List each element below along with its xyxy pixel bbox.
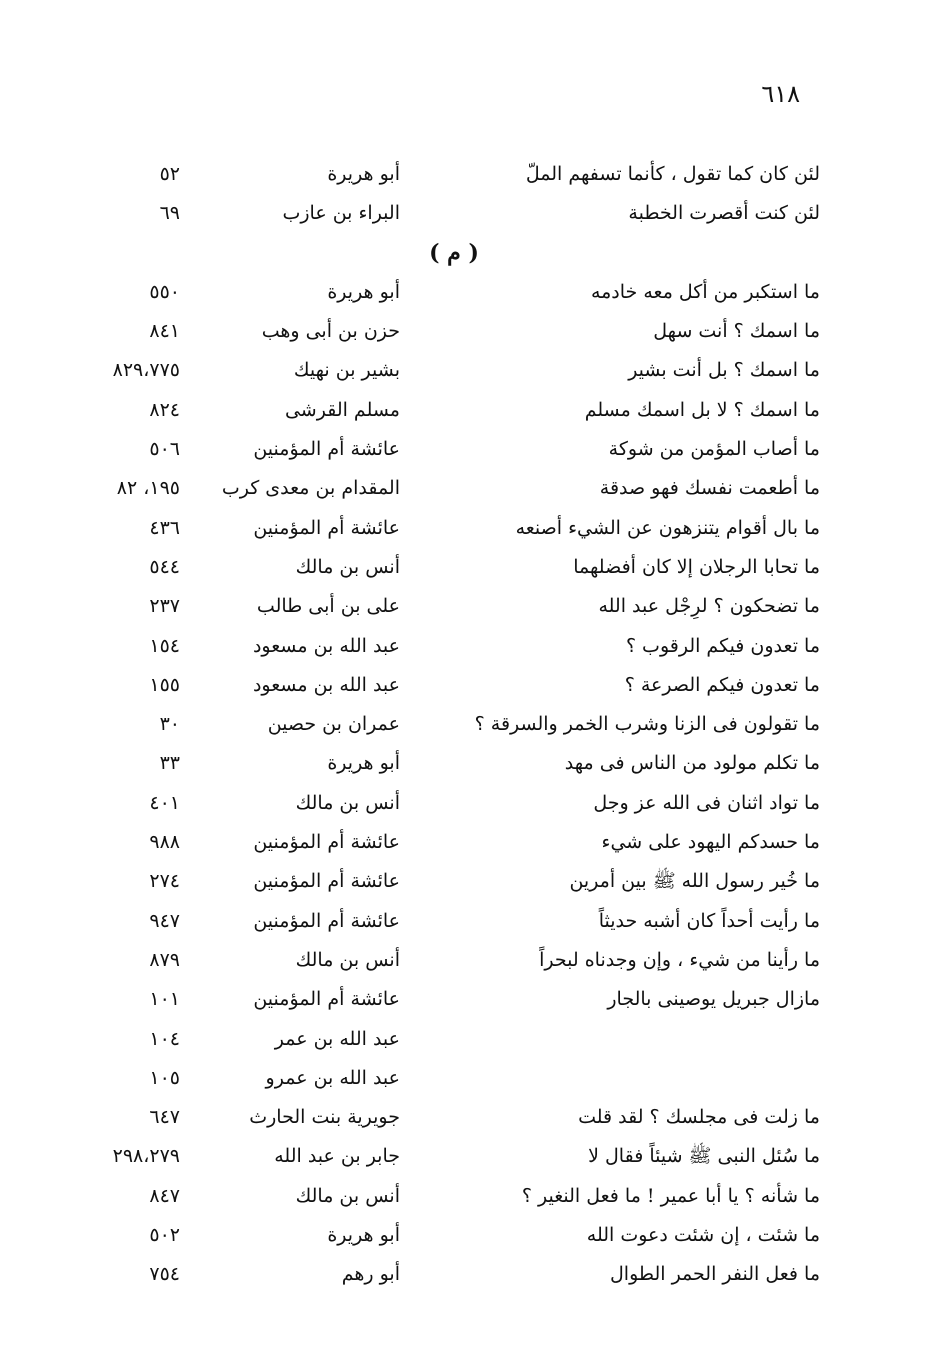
narrator-name: جويرية بنت الحارث (249, 1106, 400, 1129)
page-reference: ٥٢ (159, 163, 180, 185)
index-entry-row (60, 941, 820, 980)
hadith-text: ما أصاب المؤمن من شوكة (608, 438, 820, 461)
narrator-name: المقدام بن معدى كرب (221, 477, 400, 500)
page-reference: ١٠١ (149, 988, 180, 1011)
hadith-text: ما أطعمت نفسك فهو صدقة (599, 477, 820, 500)
hadith-text: ما رأينا من شيء ، وإن وجدناه لبحراً (539, 948, 820, 971)
section-header-row (60, 234, 820, 273)
index-entry-row (60, 1216, 820, 1255)
narrator-name: عائشة أم المؤمنين (253, 988, 400, 1011)
narrator-name: جابر بن عبد الله (274, 1145, 400, 1168)
index-entry-row (60, 469, 820, 508)
narrator-name: عبد الله بن عمر (274, 1027, 400, 1050)
hadith-text: ما اسمك ؟ بل أنت بشير (628, 359, 820, 382)
section-letter-heading: ( م ) (429, 239, 479, 266)
hadith-text: ما استكبر من أكل معه خادمه (590, 280, 820, 303)
narrator-name: حزن بن أبى وهب (261, 320, 400, 343)
narrator-name: عائشة أم المؤمنين (253, 831, 400, 854)
index-entry-row (60, 666, 820, 705)
page-reference: ٤٣٦ (149, 516, 180, 539)
hadith-text: ما تعدون فيكم الرقوب ؟ (625, 634, 820, 657)
hadith-text: ما زلت فى مجلسك ؟ لقد قلت (578, 1106, 820, 1129)
page-reference: ٢٣٧ (149, 595, 180, 618)
page-reference: ٦٤٧ (149, 1106, 180, 1129)
hadith-text: لئن كان كما تقول ، كأنما تسفهم الملّ (525, 163, 820, 185)
index-entry-row (60, 194, 820, 233)
page-reference: ٦٩ (159, 202, 180, 225)
hadith-text (440, 1059, 820, 1098)
page-reference: ٨٤٧ (149, 1184, 180, 1207)
page-reference: ٩٤٧ (149, 909, 180, 932)
narrator-name: أبو هريرة (327, 163, 400, 185)
hadith-text: ما تضحكون ؟ لرِجْل عبد الله (598, 595, 820, 618)
index-entry-row (60, 312, 820, 351)
index-entry-row (60, 1255, 820, 1294)
page-reference: ٨٧٩ (149, 948, 180, 971)
index-entry-row (60, 902, 820, 941)
index-entry-row (60, 862, 820, 901)
narrator-name: عبد الله بن مسعود (252, 634, 400, 657)
page-reference: ٩٨٨ (149, 831, 180, 854)
hadith-text: ما فعل النفر الحمر الطوال (609, 1263, 820, 1286)
hadith-text: ما شئت ، إن شئت دعوت الله (586, 1224, 820, 1247)
page-reference: ٥٥٠ (149, 280, 180, 303)
narrator-name: عائشة أم المؤمنين (253, 870, 400, 893)
hadith-text: ما تكلم مولود من الناس فى مهد (564, 752, 820, 775)
page-reference: ٥٠٦ (149, 438, 180, 461)
hadith-text (440, 1020, 820, 1059)
page-reference: ٨٢٤ (149, 398, 180, 421)
index-entry-row (60, 509, 820, 548)
index-entry-row (60, 351, 820, 390)
hadith-text: ما تقولون فى الزنا وشرب الخمر والسرقة ؟ (474, 713, 820, 736)
narrator-name: أبو رهم (341, 1263, 400, 1286)
index-entry-row (60, 391, 820, 430)
narrator-name: أبو هريرة (327, 280, 400, 303)
hadith-text: ما اسمك ؟ لا بل اسمك مسلم (584, 398, 820, 421)
page-reference: ٥٠٢ (149, 1224, 180, 1247)
index-entry-row (60, 1059, 820, 1098)
hadith-text: ما تواد اثنان فى الله عز وجل (593, 791, 820, 814)
index-entry-row (60, 155, 820, 194)
page-number: ٦١٨ (761, 80, 800, 108)
hadith-text: ما تعدون فيكم الصرعة ؟ (624, 673, 820, 696)
index-entry-row (60, 1098, 820, 1137)
page-reference: ٢٩٨،٢٧٩ (112, 1145, 180, 1168)
page-reference: ٨٤١ (149, 320, 180, 343)
index-entry-row (60, 548, 820, 587)
narrator-name: على بن أبى طالب (256, 595, 400, 618)
page-reference: ١٠٥ (149, 1066, 180, 1089)
hadith-text: ما سُئل النبى ﷺ شيئاً فقال لا (588, 1145, 820, 1168)
hadith-text: مازال جبريل يوصينى بالجار (607, 988, 820, 1011)
narrator-name: أنس بن مالك (295, 791, 400, 814)
index-entry-row (60, 744, 820, 783)
page-reference: ٧٥٤ (149, 1263, 180, 1286)
index-entry-row (60, 705, 820, 744)
page-reference: ٤٠١ (149, 791, 180, 814)
page-reference: ١٠٤ (149, 1027, 180, 1050)
page-reference: ١٩٥، ٨٢ (116, 477, 180, 500)
index-entry-row (60, 980, 820, 1019)
page-reference: ٨٢٩،٧٧٥ (112, 359, 180, 382)
page-reference: ١٥٤ (149, 634, 180, 657)
narrator-name: أنس بن مالك (295, 555, 400, 578)
index-entry-row (60, 587, 820, 626)
narrator-name: أنس بن مالك (295, 1184, 400, 1207)
hadith-index-table (60, 155, 820, 1295)
hadith-text: ما اسمك ؟ أنت سهل (653, 320, 820, 343)
index-entry-row (60, 784, 820, 823)
narrator-name: عائشة أم المؤمنين (253, 438, 400, 461)
hadith-text: ما تحابا الرجلان إلا كان أفضلهما (573, 555, 820, 578)
index-entry-row (60, 627, 820, 666)
narrator-name: البراء بن عازب (282, 202, 400, 225)
index-entry-row (60, 1020, 820, 1059)
index-entry-row (60, 1137, 820, 1176)
hadith-text: ما حسدكم اليهود على شيء (601, 831, 820, 854)
page-reference: ٣٣ (159, 752, 180, 775)
narrator-name: أبو هريرة (327, 1224, 400, 1247)
index-entry-row (60, 273, 820, 312)
page-reference: ٣٠ (159, 713, 180, 736)
hadith-text: ما خُير رسول الله ﷺ بين أمرين (569, 870, 820, 893)
narrator-name: مسلم القرشى (284, 398, 400, 421)
narrator-name: عبد الله بن مسعود (252, 673, 400, 696)
narrator-name: عمران بن حصين (267, 713, 400, 736)
hadith-text: لئن كنت أقصرت الخطبة (628, 202, 820, 225)
index-entry-row (60, 823, 820, 862)
hadith-text: ما شأنه ؟ يا أبا عمير ! ما فعل النغير ؟ (521, 1184, 820, 1207)
narrator-name: عائشة أم المؤمنين (253, 516, 400, 539)
index-entry-row (60, 1177, 820, 1216)
page-reference: ٢٧٤ (149, 870, 180, 893)
hadith-text: ما بال أقوام يتنزهون عن الشيء أصنعه (515, 516, 820, 539)
page-reference: ١٥٥ (149, 673, 180, 696)
index-entry-row (60, 430, 820, 469)
hadith-text: ما رأيت أحداً كان أشبه حديثاً (598, 909, 820, 932)
narrator-name: عبد الله بن عمرو (265, 1066, 400, 1089)
narrator-name: أنس بن مالك (295, 948, 400, 971)
narrator-name: عائشة أم المؤمنين (253, 909, 400, 932)
narrator-name: أبو هريرة (327, 752, 400, 775)
narrator-name: بشير بن نهيك (293, 359, 400, 382)
page-reference: ٥٤٤ (149, 555, 180, 578)
